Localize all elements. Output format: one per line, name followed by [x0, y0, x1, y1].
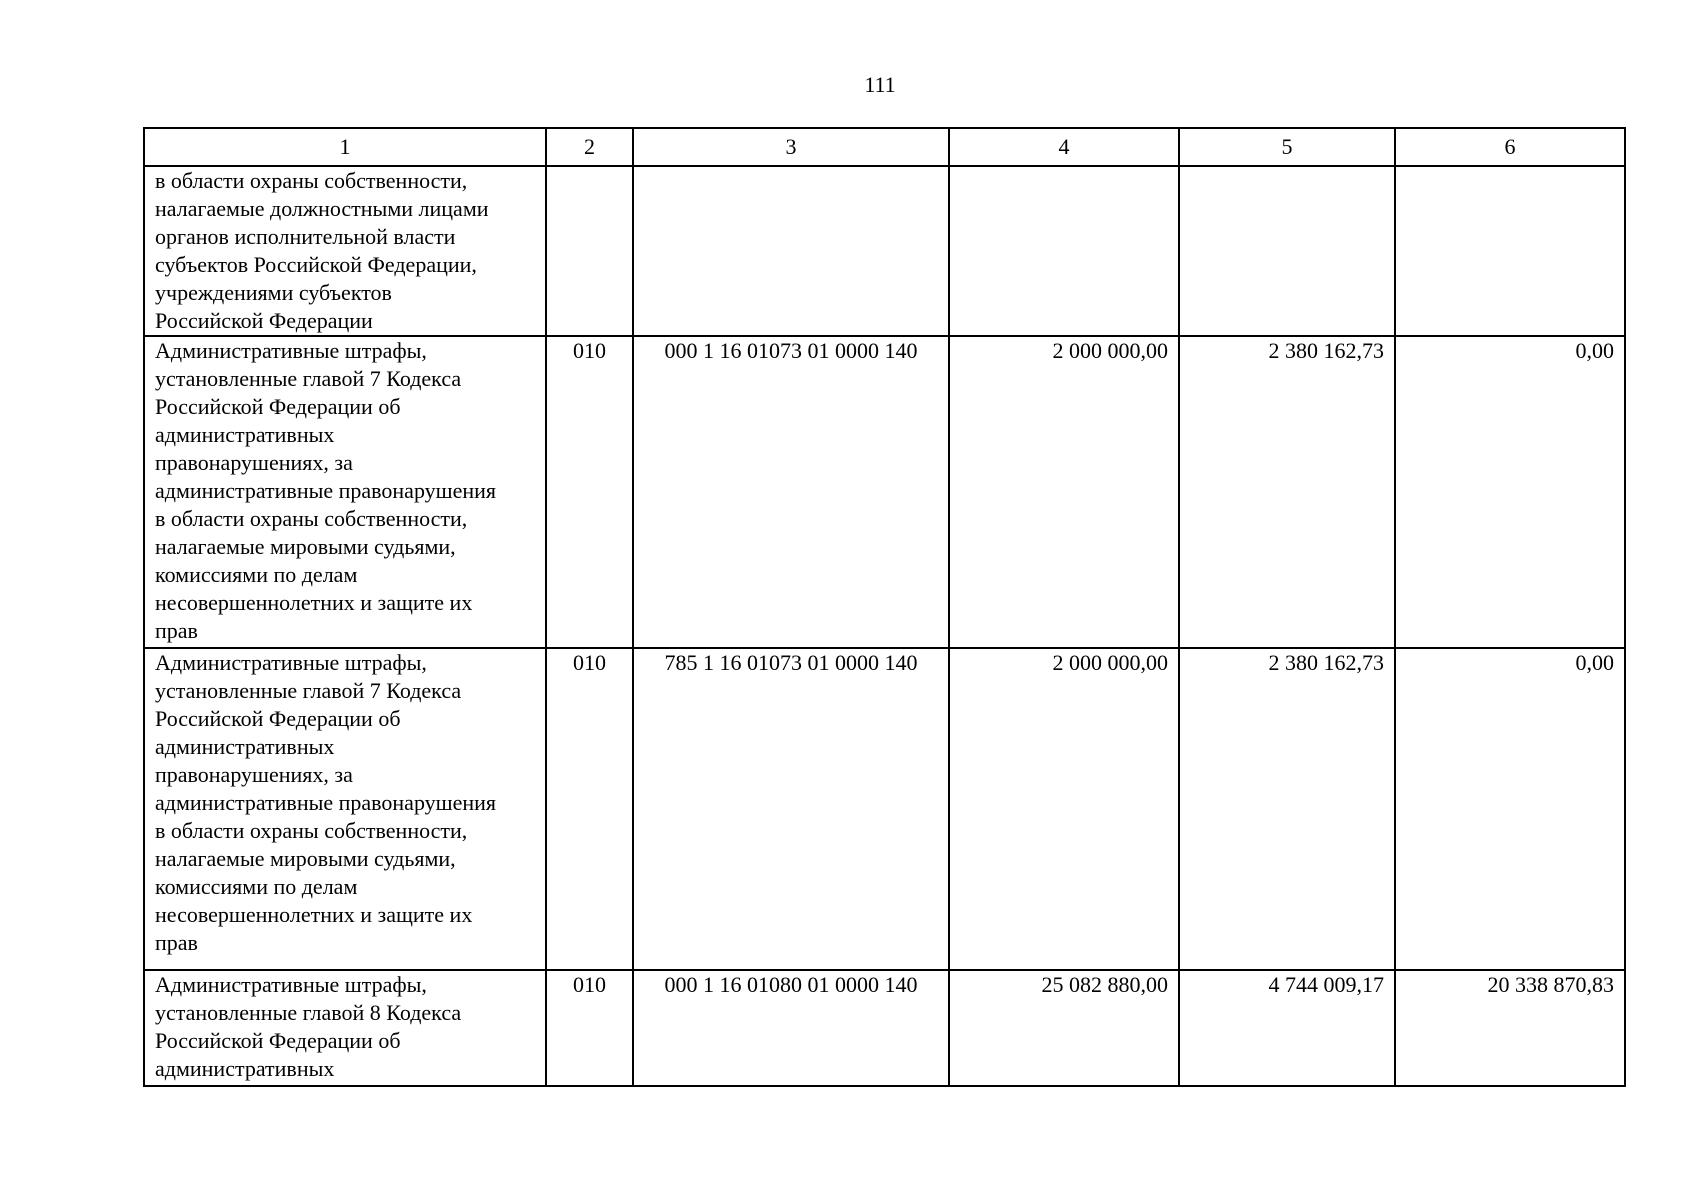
- row-unexecuted: 20 338 870,83: [1395, 970, 1625, 1086]
- row-name-line: в области охраны собственности,: [155, 818, 468, 843]
- row-name-line: прав: [155, 618, 198, 643]
- row-line-code: [546, 166, 633, 336]
- row-name-line: административных: [155, 422, 335, 447]
- row-name-line: комиссиями по делам: [155, 562, 358, 587]
- row-name-line: прав: [155, 930, 198, 955]
- row-approved: [949, 166, 1179, 336]
- page-number: 111: [864, 72, 896, 97]
- header-row: [144, 128, 1625, 166]
- column-header-2: 2: [546, 128, 633, 166]
- row-name-line: несовершеннолетних и защите их: [155, 590, 473, 615]
- row-name-line: субъектов Российской Федерации,: [155, 252, 477, 277]
- column-header-3: 3: [633, 128, 949, 166]
- row-name-line: правонарушениях, за: [155, 450, 353, 475]
- row-line-code: 010: [546, 648, 633, 970]
- row-name-line: учреждениями субъектов: [155, 280, 392, 305]
- row-name-line: Административные штрафы,: [155, 650, 427, 675]
- row-name-line: налагаемые мировыми судьями,: [155, 534, 456, 559]
- row-executed: 2 380 162,73: [1179, 336, 1395, 648]
- row-name-line: установленные главой 7 Кодекса: [155, 366, 462, 391]
- row-name-line: правонарушениях, за: [155, 762, 353, 787]
- row-name-line: несовершеннолетних и защите их: [155, 902, 473, 927]
- row-name-line: Административные штрафы,: [155, 338, 427, 363]
- row-income-code: [633, 166, 949, 336]
- row-line-code: 010: [546, 970, 633, 1086]
- row-unexecuted: [1395, 166, 1625, 336]
- row-name-line: административные правонарушения: [155, 790, 497, 815]
- row-executed: 2 380 162,73: [1179, 648, 1395, 970]
- row-name-line: Российской Федерации об: [155, 394, 401, 419]
- table-row: [144, 166, 1625, 336]
- row-name-line: комиссиями по делам: [155, 874, 358, 899]
- row-name-line: установленные главой 7 Кодекса: [155, 678, 462, 703]
- row-name-line: налагаемые мировыми судьями,: [155, 846, 456, 871]
- report-table: [143, 127, 1626, 1087]
- row-name-line: административных: [155, 1056, 335, 1081]
- row-approved: 25 082 880,00: [949, 970, 1179, 1086]
- row-name-line: в области охраны собственности,: [155, 168, 468, 193]
- row-line-code: 010: [546, 336, 633, 648]
- row-name-line: органов исполнительной власти: [155, 224, 456, 249]
- row-unexecuted: 0,00: [1395, 336, 1625, 648]
- row-name-cell: [144, 336, 546, 648]
- table-row: [144, 970, 1625, 1086]
- row-income-code: 000 1 16 01073 01 0000 140: [633, 336, 949, 648]
- row-unexecuted: 0,00: [1395, 648, 1625, 970]
- column-header-4: 4: [949, 128, 1179, 166]
- row-executed: [1179, 166, 1395, 336]
- row-name-line: установленные главой 8 Кодекса: [155, 1000, 462, 1025]
- row-income-code: 785 1 16 01073 01 0000 140: [633, 648, 949, 970]
- table-row: [144, 648, 1625, 970]
- row-executed: 4 744 009,17: [1179, 970, 1395, 1086]
- row-approved: 2 000 000,00: [949, 648, 1179, 970]
- row-name-line: в области охраны собственности,: [155, 506, 468, 531]
- table-row: [144, 336, 1625, 648]
- row-name-line: налагаемые должностными лицами: [155, 196, 489, 221]
- row-name-line: административные правонарушения: [155, 478, 497, 503]
- row-name-line: Российской Федерации: [155, 308, 373, 333]
- row-income-code: 000 1 16 01080 01 0000 140: [633, 970, 949, 1086]
- row-name-line: Административные штрафы,: [155, 972, 427, 997]
- column-header-5: 5: [1179, 128, 1395, 166]
- row-name-line: административных: [155, 734, 335, 759]
- row-name-cell: [144, 166, 546, 336]
- row-name-cell: [144, 648, 546, 970]
- row-name-line: Российской Федерации об: [155, 1028, 401, 1053]
- row-name-cell: [144, 970, 546, 1086]
- row-approved: 2 000 000,00: [949, 336, 1179, 648]
- column-header-1: 1: [144, 128, 546, 166]
- row-name-line: Российской Федерации об: [155, 706, 401, 731]
- column-header-6: 6: [1395, 128, 1625, 166]
